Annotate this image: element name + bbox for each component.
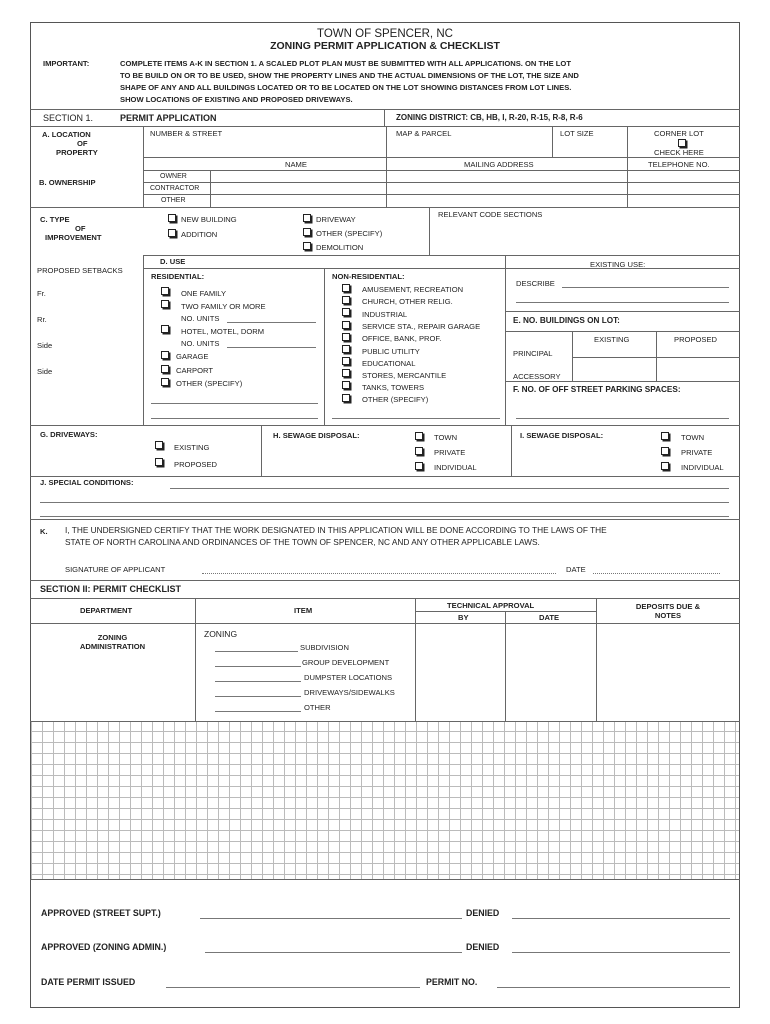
number-street-label: NUMBER & STREET	[150, 129, 223, 138]
notes-col-header: NOTES	[654, 611, 682, 620]
denied-zoning-label: DENIED	[466, 942, 500, 952]
sewage-i-label: I. SEWAGE DISPOSAL:	[520, 431, 604, 440]
tanks-towers-checkbox[interactable]	[342, 381, 350, 389]
carport-checkbox[interactable]	[161, 365, 169, 373]
dumpster-locations-item: DUMPSTER LOCATIONS	[304, 673, 393, 682]
one-family-checkbox[interactable]	[161, 287, 169, 295]
important-label: IMPORTANT:	[43, 59, 90, 68]
service-station-label: SERVICE STA., REPAIR GARAGE	[362, 322, 481, 331]
special-conditions-line-3[interactable]	[40, 516, 729, 517]
hotel-motel-label: HOTEL, MOTEL, DORM	[181, 327, 265, 336]
carport-label: CARPORT	[176, 366, 213, 375]
industrial-checkbox[interactable]	[342, 308, 350, 316]
date-label: DATE	[566, 565, 586, 574]
other-residential-checkbox[interactable]	[161, 378, 169, 386]
sewage-i-town-label: TOWN	[681, 433, 705, 442]
other-improvement-label: OTHER (SPECIFY)	[316, 229, 383, 238]
residential-label: RESIDENTIAL:	[151, 272, 205, 281]
corner-lot-label: CORNER LOT	[654, 129, 704, 138]
other-improvement-checkbox[interactable]	[303, 228, 311, 236]
principal-row-label: PRINCIPAL	[513, 349, 553, 358]
public-utility-checkbox[interactable]	[342, 345, 350, 353]
sewage-i-town-checkbox[interactable]	[661, 432, 669, 440]
section1-title: PERMIT APPLICATION	[120, 113, 217, 123]
proposed-col-label: PROPOSED	[674, 335, 718, 344]
zoning-item-label: ZONING	[204, 629, 238, 639]
approved-zoning-line[interactable]	[205, 952, 462, 953]
hotel-motel-checkbox[interactable]	[161, 325, 169, 333]
buildings-label: E. NO. BUILDINGS ON LOT:	[513, 316, 620, 325]
educational-checkbox[interactable]	[342, 357, 350, 365]
zoning-admin-label-2: ADMINISTRATION	[79, 642, 146, 651]
permit-no-label: PERMIT NO.	[426, 977, 478, 987]
sewage-i-private-label: PRIVATE	[681, 448, 713, 457]
certify-label: K.	[40, 527, 48, 536]
describe-label: DESCRIBE	[516, 279, 555, 288]
ownership-label: B. OWNERSHIP	[39, 178, 96, 187]
sewage-i-individual-label: INDIVIDUAL	[681, 463, 724, 472]
by-col-header: BY	[458, 613, 469, 622]
no-units-label-1: NO. UNITS	[181, 314, 220, 323]
church-label: CHURCH, OTHER RELIG.	[362, 297, 453, 306]
sewage-h-individual-label: INDIVIDUAL	[434, 463, 477, 472]
mailing-address-col-header: MAILING ADDRESS	[464, 160, 534, 169]
driveway-label: DRIVEWAY	[316, 215, 356, 224]
location-label-of: OF	[77, 139, 88, 148]
existing-use-label: EXISTING USE:	[590, 260, 646, 269]
sewage-i-private-checkbox[interactable]	[661, 447, 669, 455]
date-col-header: DATE	[539, 613, 560, 622]
tanks-towers-label: TANKS, TOWERS	[362, 383, 425, 392]
public-utility-label: PUBLIC UTILITY	[362, 347, 420, 356]
two-family-checkbox[interactable]	[161, 300, 169, 308]
sewage-h-town-label: TOWN	[434, 433, 458, 442]
garage-checkbox[interactable]	[161, 351, 169, 359]
non-residential-label: NON-RESIDENTIAL:	[332, 272, 405, 281]
approved-street-label: APPROVED (STREET SUPT.)	[41, 908, 161, 918]
certify-line-1: I, THE UNDERSIGNED CERTIFY THAT THE WORK DESIGNATED IN THIS APPLICATION WILL BE DONE ACCORDING TO THE LAWS OF THE	[65, 525, 607, 535]
sewage-i-individual-checkbox[interactable]	[661, 462, 669, 470]
other-residential-label: OTHER (SPECIFY)	[176, 379, 243, 388]
date-issued-line[interactable]	[166, 987, 420, 988]
zoning-district: ZONING DISTRICT: CB, HB, I, R-20, R-15, R-8, R-6	[396, 113, 583, 122]
corner-lot-checkbox[interactable]	[678, 139, 686, 147]
demolition-checkbox[interactable]	[303, 242, 311, 250]
owner-row-label: OWNER	[160, 173, 187, 180]
setback-rear: Rr.	[37, 315, 47, 324]
denied-street-label: DENIED	[466, 908, 500, 918]
location-label-property: PROPERTY	[56, 148, 98, 157]
section2-title: SECTION II: PERMIT CHECKLIST	[40, 584, 182, 594]
date-line[interactable]	[593, 573, 720, 574]
deposits-col-header: DEPOSITS DUE &	[635, 602, 701, 611]
sewage-h-label: H. SEWAGE DISPOSAL:	[273, 431, 360, 440]
office-bank-checkbox[interactable]	[342, 333, 350, 341]
setback-side-1: Side	[37, 341, 53, 350]
sewage-h-town-checkbox[interactable]	[415, 432, 423, 440]
sewage-h-private-label: PRIVATE	[434, 448, 466, 457]
setback-front: Fr.	[37, 289, 46, 298]
accessory-row-label: ACCESSORY	[513, 372, 561, 381]
form-subtitle: ZONING PERMIT APPLICATION & CHECKLIST	[270, 40, 500, 52]
educational-label: EDUCATIONAL	[362, 359, 416, 368]
amusement-label: AMUSEMENT, RECREATION	[362, 285, 464, 294]
name-col-header: NAME	[285, 160, 307, 169]
industrial-label: INDUSTRIAL	[362, 310, 408, 319]
subdivision-item: SUBDIVISION	[300, 643, 349, 652]
signature-line[interactable]	[202, 573, 556, 574]
two-family-label: TWO FAMILY OR MORE	[181, 302, 266, 311]
setback-side-2: Side	[37, 367, 53, 376]
contractor-row-label: CONTRACTOR	[150, 185, 200, 192]
group-development-item: GROUP DEVELOPMENT	[302, 658, 390, 667]
driveway-existing-checkbox[interactable]	[155, 441, 163, 449]
stores-checkbox[interactable]	[342, 369, 350, 377]
signature-label: SIGNATURE OF APPLICANT	[65, 565, 166, 574]
driveways-label: G. DRIVEWAYS:	[40, 430, 98, 439]
notes-grid[interactable]	[31, 721, 739, 879]
church-checkbox[interactable]	[342, 296, 350, 304]
permit-no-line[interactable]	[497, 987, 730, 988]
other-row-label: OTHER	[161, 197, 186, 204]
denied-street-line[interactable]	[512, 918, 730, 919]
relevant-code-label: RELEVANT CODE SECTIONS	[438, 210, 543, 219]
approved-zoning-label: APPROVED (ZONING ADMIN.)	[41, 942, 167, 952]
sewage-h-individual-checkbox[interactable]	[415, 462, 423, 470]
use-label: D. USE	[160, 257, 186, 266]
improvement-label-of: OF	[75, 224, 86, 233]
addition-label: ADDITION	[181, 230, 218, 239]
check-here-label: CHECK HERE	[654, 148, 704, 157]
date-issued-label: DATE PERMIT ISSUED	[41, 977, 136, 987]
demolition-label: DEMOLITION	[316, 243, 364, 252]
special-conditions-label: J. SPECIAL CONDITIONS:	[40, 478, 134, 487]
amusement-checkbox[interactable]	[342, 284, 350, 292]
location-label: A. LOCATION	[42, 130, 91, 139]
important-line-2: TO BE BUILD ON OR TO BE USED, SHOW THE PROPERTY LINES AND THE ACTUAL DIMENSIONS OF THE LOT, THE SIZE AND	[120, 71, 579, 80]
map-parcel-label: MAP & PARCEL	[396, 129, 452, 138]
other-item: OTHER	[304, 703, 331, 712]
denied-zoning-line[interactable]	[512, 952, 730, 953]
item-col-header: ITEM	[294, 606, 313, 615]
sewage-h-private-checkbox[interactable]	[415, 447, 423, 455]
approved-street-line[interactable]	[200, 918, 462, 919]
no-units-label-2: NO. UNITS	[181, 339, 220, 348]
driveways-sidewalks-item: DRIVEWAYS/SIDEWALKS	[304, 688, 395, 697]
driveway-checkbox[interactable]	[303, 214, 311, 222]
technical-approval-header: TECHNICAL APPROVAL	[447, 601, 535, 610]
improvement-label: C. TYPE	[40, 215, 70, 224]
lot-size-label: LOT SIZE	[560, 129, 594, 138]
parking-label: F. NO. OF OFF STREET PARKING SPACES:	[513, 385, 681, 394]
other-nonres-label: OTHER (SPECIFY)	[362, 395, 429, 404]
form-title: TOWN OF SPENCER, NC	[317, 28, 453, 40]
addition-checkbox[interactable]	[168, 229, 176, 237]
telephone-col-header: TELEPHONE NO.	[648, 160, 710, 169]
other-nonres-checkbox[interactable]	[342, 394, 350, 402]
driveway-existing-label: EXISTING	[174, 443, 210, 452]
garage-label: GARAGE	[176, 352, 209, 361]
stores-label: STORES, MERCANTILE	[362, 371, 447, 380]
important-line-1: COMPLETE ITEMS A-K IN SECTION 1. A SCALED PLOT PLAN MUST BE SUBMITTED WITH ALL APPLICATIONS. ON THE LOT	[120, 59, 571, 68]
improvement-label-improvement: IMPROVEMENT	[45, 233, 102, 242]
driveway-proposed-checkbox[interactable]	[155, 458, 163, 466]
proposed-setbacks-label: PROPOSED SETBACKS	[37, 266, 123, 275]
existing-col-label: EXISTING	[594, 335, 630, 344]
special-conditions-line-1[interactable]	[170, 488, 729, 489]
office-bank-label: OFFICE, BANK, PROF.	[362, 334, 442, 343]
certify-line-2: STATE OF NORTH CAROLINA AND ORDINANCES OF THE TOWN OF SPENCER, NC AND ANY OTHER APPLICABLE LAWS.	[65, 537, 540, 547]
department-col-header: DEPARTMENT	[80, 606, 133, 615]
service-station-checkbox[interactable]	[342, 321, 350, 329]
new-building-checkbox[interactable]	[168, 214, 176, 222]
driveway-proposed-label: PROPOSED	[174, 460, 218, 469]
special-conditions-line-2[interactable]	[40, 502, 729, 503]
important-line-4: SHOW LOCATIONS OF EXISTING AND PROPOSED DRIVEWAYS.	[120, 95, 353, 104]
section1-label: SECTION 1.	[43, 113, 94, 123]
one-family-label: ONE FAMILY	[181, 289, 227, 298]
zoning-admin-label: ZONING	[97, 633, 128, 642]
important-line-3: SHAPE OF ANY AND ALL BUILDINGS LOCATED OR TO BE LOCATED ON THE LOT SHOWING DISTANCES FROM LOT LINES.	[120, 83, 572, 92]
new-building-label: NEW BUILDING	[181, 215, 237, 224]
